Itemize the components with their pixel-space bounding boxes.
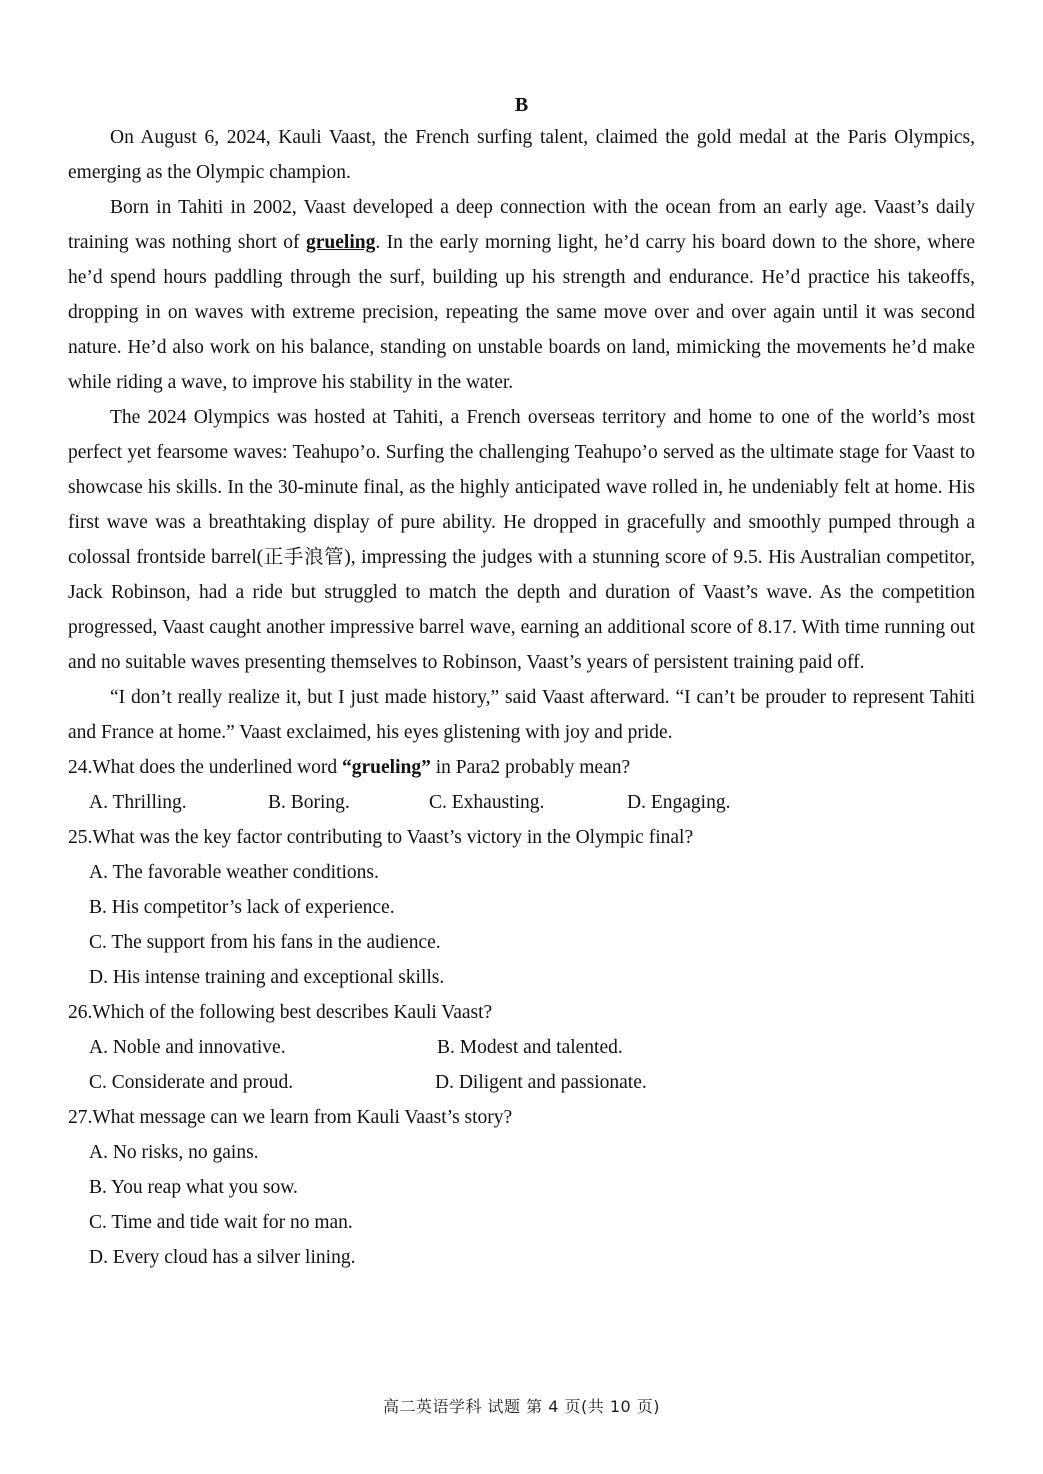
q26-option-a: A. Noble and innovative. <box>89 1037 286 1058</box>
q27-option-c: C. Time and tide wait for no man. <box>89 1212 353 1233</box>
q24-option-b: B. Boring. <box>268 792 350 813</box>
paragraph-2-text-after: . In the early morning light, he’d carry his board down to the shore, where he’d spend hours paddling through the surf, building up his strength and endurance. He’d practice his takeoffs, dropping in on waves with extreme precision, repeating the same move over and over again until it was second nature. He’d also work on his balance, standing on unstable boards on land, mimicking the movements he’d make while riding a wave, to improve his stability in the water. <box>68 232 975 393</box>
passage-paragraph-3: The 2024 Olympics was hosted at Tahiti, a French overseas territory and home to one of the world’s most perfect yet fearsome waves: Teahupo’o. Surfing the challenging Teahupo’o served as the ultimate stage for Vaast to showcase his skills. In the 30-minute final, as the highly anticipated wave rolled in, he undeniably felt at home. His first wave was a breathtaking display of pure ability. He dropped in gracefully and smoothly pumped through a colossal frontside barrel(正手浪管), impressing the judges with a stunning score of 9.5. His Australian competitor, Jack Robinson, had a ride but struggled to match the depth and duration of Vaast’s wave. As the competition progressed, Vaast caught another impressive barrel wave, earning an additional score of 8.17. With time running out and no suitable waves presenting themselves to Robinson, Vaast’s years of persistent training paid off. <box>68 407 975 673</box>
passage-paragraph-2 <box>68 190 975 400</box>
q24-option-a: A. Thrilling. <box>89 792 187 813</box>
underlined-word-grueling: grueling <box>306 232 376 253</box>
question-26-options-row-2 <box>68 1065 975 1100</box>
q27-option-b: B. You reap what you sow. <box>89 1177 298 1198</box>
q25-option-b: B. His competitor’s lack of experience. <box>89 897 395 918</box>
q25-option-a: A. The favorable weather conditions. <box>89 862 379 883</box>
passage-paragraph-4: “I don’t really realize it, but I just made history,” said Vaast afterward. “I can’t be prouder to represent Tahiti and France at home.” Vaast exclaimed, his eyes glistening with joy and pride. <box>68 687 975 743</box>
page-footer: 高二英语学科 试题 第 4 页(共 10 页) <box>382 1397 661 1416</box>
q25-option-c: C. The support from his fans in the audience. <box>89 932 441 953</box>
q24-stem-after: in Para2 probably mean? <box>430 757 631 778</box>
question-24-options <box>68 785 975 820</box>
question-24-stem <box>68 750 975 785</box>
q27-option-a: A. No risks, no gains. <box>89 1142 259 1163</box>
passage-paragraph-1: On August 6, 2024, Kauli Vaast, the French surfing talent, claimed the gold medal at the Paris Olympics, emerging as the Olympic champion. <box>68 127 975 183</box>
question-25-stem: 25.What was the key factor contributing to Vaast’s victory in the Olympic final? <box>68 827 694 848</box>
paragraph-2-text-before: Born in Tahiti in 2002, Vaast developed a deep connection with the ocean from an early age. Vaast’s daily training was nothing short of <box>68 197 975 253</box>
section-title: B <box>514 94 529 116</box>
exam-page <box>68 90 975 1275</box>
q26-option-c: C. Considerate and proud. <box>89 1072 294 1093</box>
q25-option-d: D. His intense training and exceptional skills. <box>89 967 445 988</box>
q27-option-d: D. Every cloud has a silver lining. <box>89 1247 356 1268</box>
q24-bold-word: “grueling” <box>342 757 431 778</box>
question-27-stem: 27.What message can we learn from Kauli Vaast’s story? <box>68 1107 513 1128</box>
q26-option-b: B. Modest and talented. <box>437 1037 623 1058</box>
question-26-options-row-1 <box>68 1030 975 1065</box>
q26-option-d: D. Diligent and passionate. <box>435 1072 647 1093</box>
q24-option-c: C. Exhausting. <box>429 792 545 813</box>
q24-stem-before: 24.What does the underlined word <box>68 757 343 778</box>
question-26-stem: 26.Which of the following best describes Kauli Vaast? <box>68 1002 493 1023</box>
q24-option-d: D. Engaging. <box>627 792 731 813</box>
